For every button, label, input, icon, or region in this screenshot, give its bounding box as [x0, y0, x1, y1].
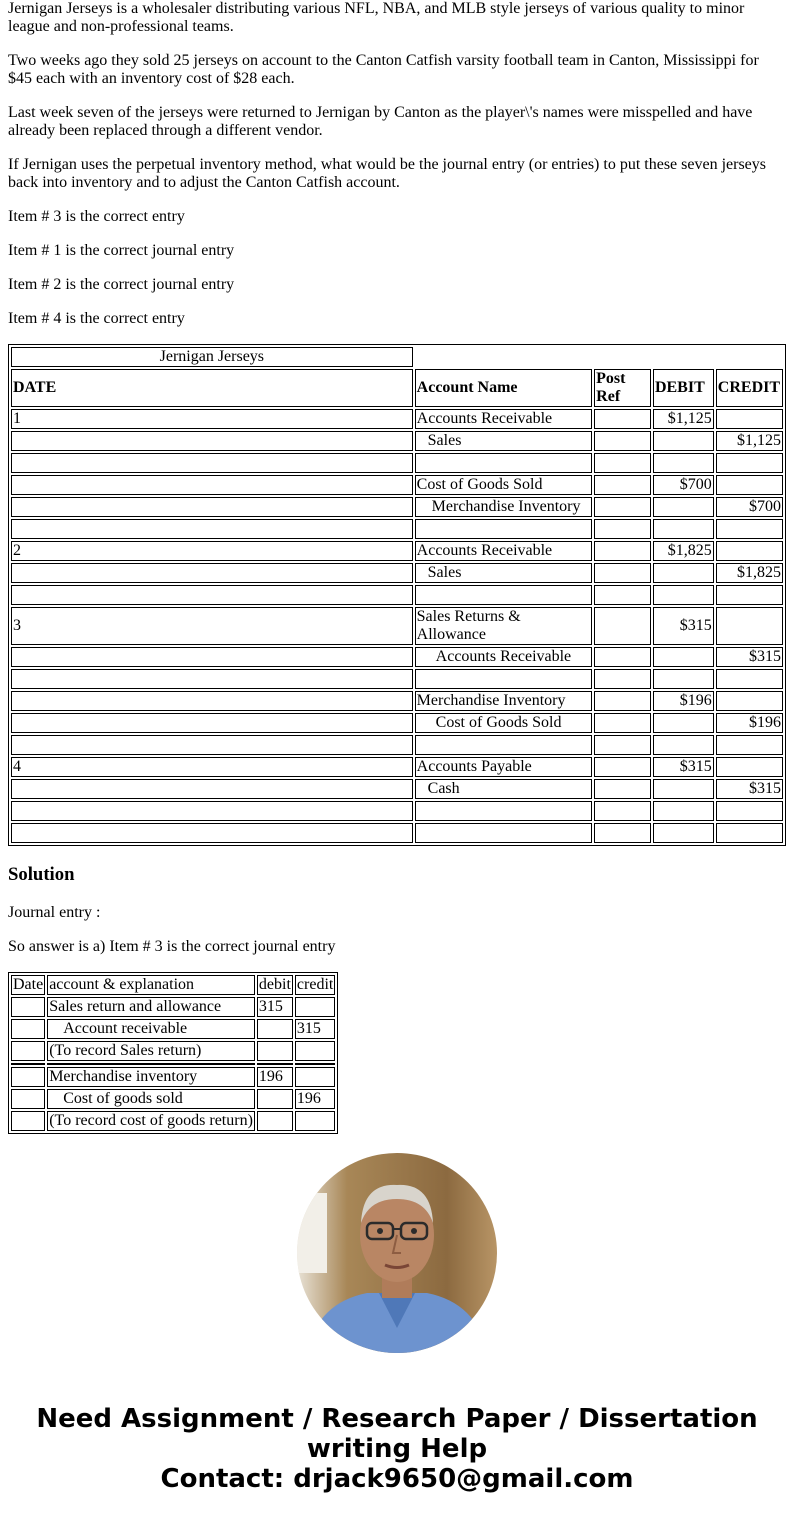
- date-cell: [11, 801, 413, 821]
- account-cell: Cost of goods sold: [47, 1089, 255, 1109]
- account-cell: [415, 801, 593, 821]
- date-cell: [11, 1067, 45, 1087]
- debit-cell: [653, 713, 714, 733]
- account-cell: [415, 519, 593, 539]
- account-cell: Merchandise Inventory: [415, 497, 593, 517]
- debit-cell: [653, 647, 714, 667]
- date-cell: 1: [11, 409, 413, 429]
- account-cell: [415, 453, 593, 473]
- banner-contact: Contact: drjack9650@gmail.com: [160, 1464, 634, 1494]
- date-cell: [11, 779, 413, 799]
- banner-line: writing Help: [306, 1434, 488, 1464]
- avatar: [297, 1153, 497, 1353]
- date-cell: [11, 519, 413, 539]
- debit-cell: [653, 823, 714, 843]
- credit-cell: [716, 801, 783, 821]
- credit-cell: [716, 519, 783, 539]
- account-cell: (To record cost of goods return): [49, 1112, 253, 1129]
- date-cell: [11, 431, 413, 451]
- table-row: [11, 1089, 335, 1109]
- post-ref-cell: [594, 647, 651, 667]
- account-cell: Accounts Payable: [415, 757, 593, 777]
- credit-cell: 315: [295, 1019, 335, 1039]
- paragraph: Last week seven of the jerseys were returned to Jernigan by Canton as the player\'s names were misspelled and have already been replaced through a different vendor.: [8, 104, 753, 139]
- table-row: [11, 431, 783, 451]
- account-cell: Sales: [415, 563, 593, 583]
- credit-cell: [716, 475, 783, 495]
- credit-cell: [716, 669, 783, 689]
- table-row: [11, 823, 783, 843]
- debit-cell: [653, 585, 714, 605]
- debit-cell: [257, 1089, 293, 1109]
- post-ref-cell: [594, 409, 651, 429]
- debit-cell: [653, 453, 714, 473]
- separator-cell: [257, 1063, 293, 1065]
- post-ref-cell: [594, 453, 651, 473]
- question-text: [8, 0, 786, 328]
- date-cell: 4: [11, 757, 413, 777]
- debit-cell: $700: [653, 475, 714, 495]
- date-cell: [11, 585, 413, 605]
- table-row: [11, 563, 783, 583]
- account-cell: Merchandise inventory: [47, 1067, 255, 1087]
- date-cell: [11, 1041, 45, 1061]
- option: Item # 3 is the correct entry: [8, 208, 185, 225]
- table-row: [11, 997, 335, 1017]
- account-cell: Sales: [415, 431, 593, 451]
- solution-heading: Solution: [8, 864, 75, 885]
- debit-cell: [653, 431, 714, 451]
- credit-cell: [716, 585, 783, 605]
- debit-cell: [653, 519, 714, 539]
- credit-cell: 196: [295, 1089, 335, 1109]
- debit-cell: $1,125: [653, 409, 714, 429]
- solution-intro: Journal entry :: [8, 904, 101, 921]
- post-ref-cell: [594, 669, 651, 689]
- paragraph: Two weeks ago they sold 25 jerseys on account to the Canton Catfish varsity football team in Canton, Mississippi for $45 each with an inventory cost of $28 each.: [8, 52, 759, 87]
- date-cell: [11, 1089, 45, 1109]
- debit-cell: $1,825: [653, 541, 714, 561]
- table-row: [11, 585, 783, 605]
- debit-cell: [653, 563, 714, 583]
- credit-cell: $315: [716, 779, 783, 799]
- date-cell: [11, 735, 413, 755]
- debit-cell: $196: [653, 691, 714, 711]
- credit-cell: [716, 757, 783, 777]
- column-header-account: Account Name: [415, 369, 593, 407]
- debit-cell: [653, 801, 714, 821]
- post-ref-cell: [594, 801, 651, 821]
- account-cell: Accounts Receivable: [415, 541, 593, 561]
- post-ref-cell: [594, 823, 651, 843]
- credit-cell: [295, 1041, 335, 1061]
- account-cell: [415, 823, 593, 843]
- separator-cell: [11, 1063, 45, 1065]
- credit-cell: $315: [716, 647, 783, 667]
- credit-cell: $700: [716, 497, 783, 517]
- table-row: [11, 409, 783, 429]
- paragraph: Jernigan Jerseys is a wholesaler distributing various NFL, NBA, and MLB style jerseys of various quality to minor league and non-professional teams.: [8, 0, 745, 35]
- column-header-credit: CREDIT: [716, 369, 783, 407]
- post-ref-cell: [594, 563, 651, 583]
- date-cell: 3: [11, 607, 413, 645]
- account-cell: Accounts Receivable: [415, 647, 593, 667]
- date-cell: [11, 453, 413, 473]
- account-cell: Cash: [415, 779, 593, 799]
- date-cell: [11, 563, 413, 583]
- post-ref-cell: [594, 497, 651, 517]
- table-row: [11, 497, 783, 517]
- post-ref-cell: [594, 713, 651, 733]
- debit-cell: [653, 779, 714, 799]
- person-photo: [297, 1153, 497, 1353]
- account-cell: Accounts Receivable: [415, 409, 593, 429]
- date-cell: 2: [11, 541, 413, 561]
- row-separator: [11, 1063, 335, 1065]
- option: Item # 2 is the correct journal entry: [8, 276, 235, 293]
- credit-cell: [716, 453, 783, 473]
- solution-answer: So answer is a) Item # 3 is the correct journal entry: [8, 938, 336, 955]
- credit-cell: [295, 1067, 335, 1087]
- table-row: [11, 1067, 335, 1087]
- credit-cell: [295, 997, 335, 1017]
- table-row: [11, 1019, 335, 1039]
- table-row: [11, 1041, 335, 1061]
- credit-cell: [716, 691, 783, 711]
- date-cell: [11, 997, 45, 1017]
- post-ref-cell: [594, 691, 651, 711]
- credit-cell: $1,125: [716, 431, 783, 451]
- table-row: [11, 475, 783, 495]
- column-header-date: Date: [13, 976, 44, 993]
- debit-cell: [257, 1019, 293, 1039]
- credit-cell: [716, 409, 783, 429]
- column-header-credit: credit: [296, 976, 334, 993]
- date-cell: [11, 647, 413, 667]
- table-row: [11, 801, 783, 821]
- post-ref-cell: [594, 541, 651, 561]
- credit-cell: [716, 541, 783, 561]
- date-cell: [11, 475, 413, 495]
- date-cell: [11, 497, 413, 517]
- debit-cell: $315: [653, 757, 714, 777]
- account-cell: [415, 669, 593, 689]
- debit-cell: [653, 669, 714, 689]
- credit-cell: $196: [716, 713, 783, 733]
- table-row: [11, 735, 783, 755]
- date-cell: [11, 691, 413, 711]
- table-row: [11, 669, 783, 689]
- table-row: [11, 757, 783, 777]
- table-row: [11, 519, 783, 539]
- option: Item # 4 is the correct entry: [8, 310, 185, 327]
- date-cell: [11, 669, 413, 689]
- credit-cell: [716, 607, 783, 645]
- account-cell: Cost of Goods Sold: [415, 475, 593, 495]
- account-cell: (To record Sales return): [47, 1041, 255, 1061]
- credit-cell: [295, 1111, 335, 1131]
- account-cell: Sales return and allowance: [47, 997, 255, 1017]
- date-cell: [11, 713, 413, 733]
- column-header-post-ref: Post Ref: [594, 369, 651, 407]
- table-row: [11, 713, 783, 733]
- date-cell: [11, 1111, 45, 1131]
- post-ref-cell: [594, 779, 651, 799]
- contact-banner: [0, 1404, 794, 1494]
- table-row: [11, 691, 783, 711]
- date-cell: [11, 1019, 45, 1039]
- debit-cell: [257, 1041, 293, 1061]
- table-row: [11, 647, 783, 667]
- account-cell: Sales Returns & Allowance: [415, 607, 593, 645]
- table-row: [11, 541, 783, 561]
- table-row: [11, 779, 783, 799]
- debit-cell: $315: [653, 607, 714, 645]
- post-ref-cell: [594, 757, 651, 777]
- post-ref-cell: [594, 519, 651, 539]
- debit-cell: 196: [257, 1067, 293, 1087]
- column-header-account: account & explanation: [47, 975, 255, 995]
- journal-table: [8, 344, 786, 846]
- empty-cell: [415, 347, 783, 367]
- table-title: Jernigan Jerseys: [11, 347, 413, 367]
- post-ref-cell: [594, 607, 651, 645]
- separator-cell: [47, 1063, 255, 1065]
- table-row: [11, 453, 783, 473]
- post-ref-cell: [594, 735, 651, 755]
- debit-cell: [653, 735, 714, 755]
- account-cell: [415, 735, 593, 755]
- column-header-debit: DEBIT: [653, 369, 714, 407]
- banner-line: Need Assignment / Research Paper / Dissertation: [36, 1404, 758, 1434]
- date-cell: [11, 823, 413, 843]
- credit-cell: [716, 735, 783, 755]
- debit-cell: 315: [257, 997, 293, 1017]
- paragraph: If Jernigan uses the perpetual inventory method, what would be the journal entry (or entries) to put these seven jerseys back into inventory and to adjust the Canton Catfish account.: [8, 156, 766, 191]
- post-ref-cell: [594, 475, 651, 495]
- account-cell: Account receivable: [47, 1019, 255, 1039]
- column-header-debit: debit: [258, 976, 291, 993]
- debit-cell: [653, 497, 714, 517]
- post-ref-cell: [594, 585, 651, 605]
- table-row: [11, 1111, 335, 1131]
- solution-table: [8, 972, 338, 1134]
- table-row: [11, 607, 783, 645]
- credit-cell: [716, 823, 783, 843]
- column-header-date: DATE: [11, 369, 413, 407]
- credit-cell: $1,825: [716, 563, 783, 583]
- account-cell: Cost of Goods Sold: [415, 713, 593, 733]
- account-cell: Merchandise Inventory: [415, 691, 593, 711]
- post-ref-cell: [594, 431, 651, 451]
- debit-cell: [257, 1111, 293, 1131]
- option: Item # 1 is the correct journal entry: [8, 242, 235, 259]
- separator-cell: [295, 1063, 335, 1065]
- account-cell: [415, 585, 593, 605]
